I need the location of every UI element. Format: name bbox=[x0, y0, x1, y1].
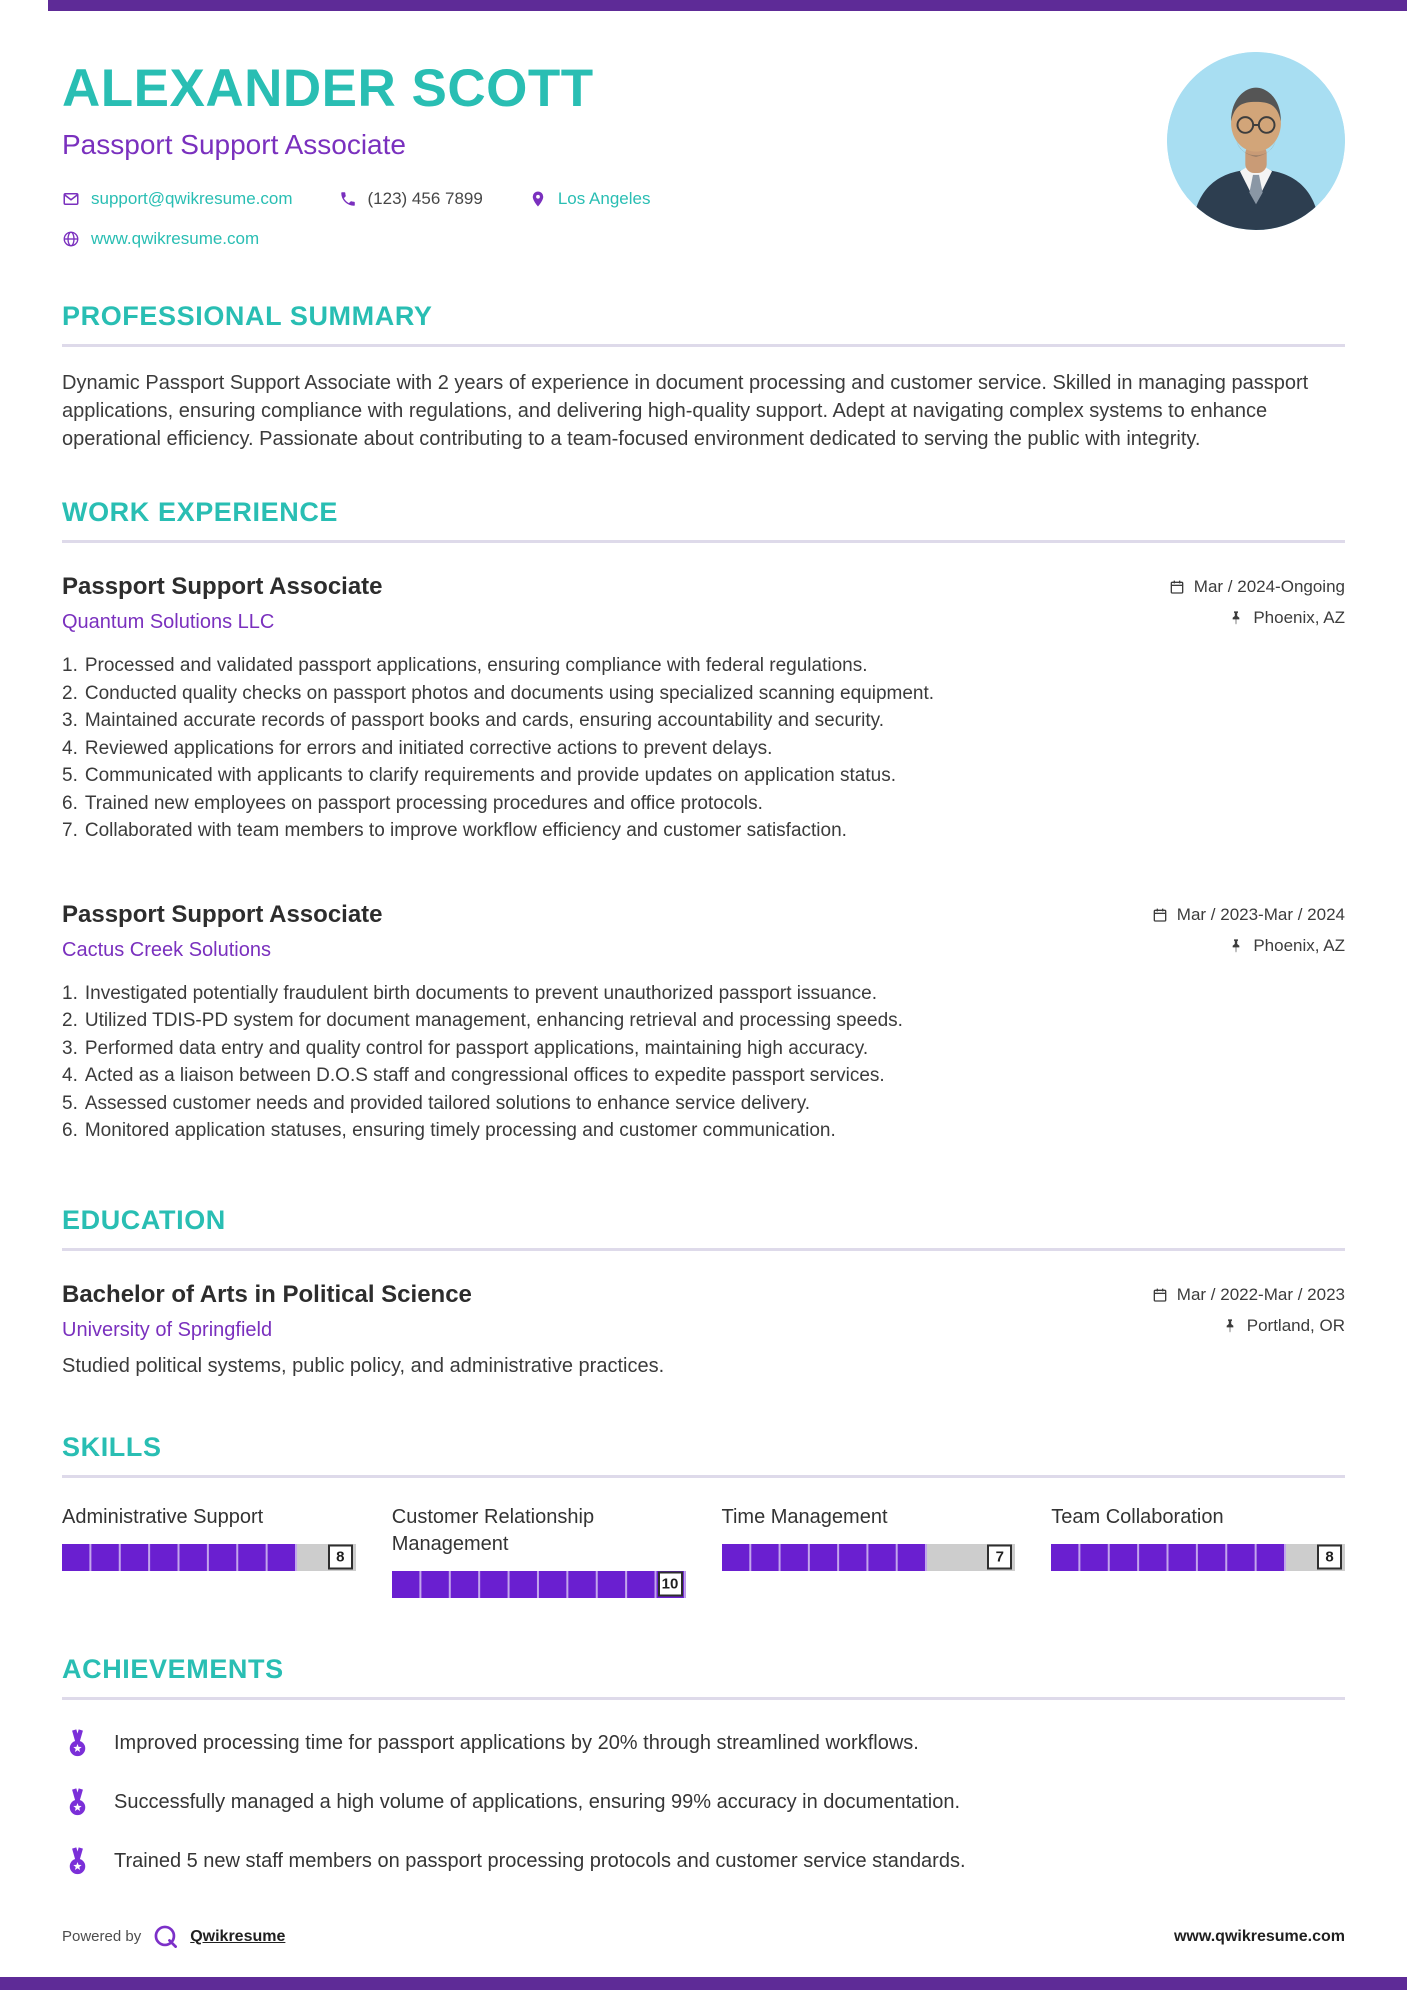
powered-by-label: Powered by bbox=[62, 1928, 142, 1945]
contact-phone bbox=[339, 189, 483, 209]
pushpin-icon bbox=[1228, 610, 1244, 626]
location-text: Los Angeles bbox=[557, 189, 651, 208]
job-meta bbox=[1169, 573, 1345, 628]
candidate-name: ALEXANDER SCOTT bbox=[62, 59, 594, 118]
education-description: Studied political systems, public policy, and administrative practices. bbox=[62, 1354, 665, 1377]
bullet-item: Monitored application statuses, ensuring timely processing and customer communication. bbox=[84, 1120, 836, 1141]
bullet-item: Acted as a liaison between D.O.S staff and congressional offices to expedite passport services. bbox=[84, 1065, 885, 1086]
brand-link[interactable]: Qwikresume bbox=[190, 1927, 286, 1945]
skill-bar bbox=[62, 1544, 356, 1571]
job-bullets bbox=[62, 980, 1345, 1145]
bullet-item: Assessed customer needs and provided tailored solutions to enhance service delivery. bbox=[84, 1092, 811, 1114]
skill-fill bbox=[722, 1544, 928, 1571]
job-location: Phoenix, AZ bbox=[1253, 935, 1345, 955]
website-link[interactable]: www.qwikresume.com bbox=[91, 229, 260, 248]
achievement-item bbox=[62, 1728, 1345, 1759]
bullet-item: Investigated potentially fraudulent birth documents to prevent unauthorized passport issuance. bbox=[84, 982, 878, 1004]
bottom-accent-bar bbox=[0, 1977, 1407, 1990]
education-meta bbox=[1152, 1281, 1345, 1336]
pushpin-icon bbox=[1228, 938, 1244, 954]
education-heading: EDUCATION bbox=[62, 1205, 1345, 1251]
bullet-item: Conducted quality checks on passport photos and documents using specialized scanning equipment. bbox=[84, 682, 935, 704]
job-title-block bbox=[62, 901, 383, 962]
medal-icon bbox=[62, 1787, 93, 1818]
section-professional-summary bbox=[62, 301, 1345, 453]
job-header bbox=[62, 573, 1345, 634]
job-dates-row bbox=[1152, 905, 1345, 925]
education-title-block bbox=[62, 1281, 472, 1342]
candidate-title: Passport Support Associate bbox=[62, 129, 406, 160]
contact-email bbox=[62, 189, 293, 209]
skill-name: Team Collaboration bbox=[1051, 1505, 1224, 1528]
achievement-item bbox=[62, 1846, 1345, 1877]
job-dates-row bbox=[1169, 577, 1345, 597]
section-skills bbox=[62, 1432, 1345, 1598]
phone-text: (123) 456 7899 bbox=[367, 189, 483, 208]
education-entry bbox=[62, 1281, 1345, 1378]
footer-website-link[interactable]: www.qwikresume.com bbox=[1173, 1927, 1345, 1945]
calendar-icon bbox=[1152, 1287, 1168, 1303]
bullet-item: Communicated with applicants to clarify requirements and provide updates on application status. bbox=[84, 765, 896, 786]
skill-item bbox=[392, 1504, 686, 1598]
job-dates: Mar / 2023-Mar / 2024 bbox=[1176, 904, 1345, 924]
email-link[interactable]: support@qwikresume.com bbox=[91, 189, 293, 208]
education-dates: Mar / 2022-Mar / 2023 bbox=[1176, 1284, 1345, 1304]
school-name: University of Springfield bbox=[62, 1318, 273, 1341]
powered-by bbox=[62, 1923, 285, 1950]
skill-value-badge: 8 bbox=[1317, 1545, 1342, 1570]
contact-location bbox=[529, 189, 651, 209]
footer bbox=[62, 1923, 1345, 1950]
header bbox=[62, 58, 1345, 249]
medal-icon bbox=[62, 1846, 93, 1877]
company-name: Quantum Solutions LLC bbox=[62, 611, 275, 633]
job-title: Passport Support Associate bbox=[62, 573, 383, 600]
calendar-icon bbox=[1152, 907, 1168, 923]
calendar-icon bbox=[1169, 579, 1185, 595]
skills-grid bbox=[62, 1504, 1345, 1598]
medal-icon bbox=[62, 1728, 93, 1759]
skills-heading: SKILLS bbox=[62, 1432, 1345, 1478]
skill-fill bbox=[62, 1544, 297, 1571]
job-title: Passport Support Associate bbox=[62, 900, 383, 928]
education-location-row bbox=[1152, 1316, 1345, 1336]
job-header bbox=[62, 901, 1345, 962]
skill-value-badge: 10 bbox=[658, 1572, 683, 1597]
bullet-item: Trained new employees on passport processing procedures and office protocols. bbox=[84, 792, 763, 814]
achievement-item bbox=[62, 1787, 1345, 1818]
skill-item bbox=[1051, 1504, 1345, 1598]
section-work-experience bbox=[62, 497, 1345, 1145]
achievement-text: Trained 5 new staff members on passport processing protocols and customer service standards. bbox=[114, 1849, 966, 1872]
contact-row-1 bbox=[62, 189, 1115, 209]
skill-bar bbox=[722, 1544, 1016, 1571]
company-name: Cactus Creek Solutions bbox=[62, 938, 271, 961]
bullet-item: Maintained accurate records of passport books and cards, ensuring accountability and security. bbox=[84, 710, 885, 731]
education-header bbox=[62, 1281, 1345, 1342]
skill-fill bbox=[1051, 1544, 1286, 1571]
skill-value-badge: 8 bbox=[328, 1545, 353, 1570]
skill-name: Customer Relationship Management bbox=[391, 1505, 595, 1555]
job-bullets bbox=[62, 652, 1345, 845]
skill-name: Time Management bbox=[721, 1505, 888, 1528]
summary-text: Dynamic Passport Support Associate with 2 years of experience in document processing and customer service. Skilled in managing passport applications, ensuring compliance with regulations, and delivering high-quality support. Adept at navigating complex systems to enhance operational efficiency. Passionate about contributing to a team-focused environment dedicated to serving the public with integrity. bbox=[62, 372, 1309, 450]
achievement-text: Successfully managed a high volume of applications, ensuring 99% accuracy in documentation. bbox=[114, 1790, 961, 1813]
bullet-item: Utilized TDIS-PD system for document management, enhancing retrieval and processing speeds. bbox=[84, 1010, 903, 1031]
bullet-item: Reviewed applications for errors and initiated corrective actions to prevent delays. bbox=[84, 737, 773, 759]
skill-item bbox=[722, 1504, 1016, 1598]
contact-row-2 bbox=[62, 229, 1115, 249]
skill-name: Administrative Support bbox=[62, 1505, 264, 1528]
job-location-row bbox=[1169, 608, 1345, 628]
contact-website bbox=[62, 229, 259, 249]
phone-icon bbox=[339, 190, 357, 208]
education-dates-row bbox=[1152, 1285, 1345, 1305]
skill-item bbox=[62, 1504, 356, 1598]
bullet-item: Performed data entry and quality control for passport applications, maintaining high accuracy. bbox=[84, 1037, 869, 1059]
skill-fill bbox=[392, 1571, 686, 1598]
bullet-item: Processed and validated passport applications, ensuring compliance with federal regulations. bbox=[84, 655, 868, 676]
profile-photo bbox=[1167, 52, 1345, 230]
globe-icon bbox=[62, 230, 80, 248]
job-location: Phoenix, AZ bbox=[1253, 608, 1345, 627]
education-location: Portland, OR bbox=[1246, 1315, 1345, 1335]
achievement-text: Improved processing time for passport applications by 20% through streamlined workflows. bbox=[114, 1731, 919, 1754]
achievements-heading: ACHIEVEMENTS bbox=[62, 1654, 1345, 1700]
job-entry-2 bbox=[62, 901, 1345, 1145]
pushpin-icon bbox=[1222, 1318, 1238, 1334]
section-education bbox=[62, 1205, 1345, 1378]
job-location-row bbox=[1152, 936, 1345, 956]
skill-bar bbox=[1051, 1544, 1345, 1571]
top-accent-bar bbox=[48, 0, 1407, 11]
email-icon bbox=[62, 190, 80, 208]
bullet-item: Collaborated with team members to improve workflow efficiency and customer satisfaction. bbox=[84, 820, 847, 841]
experience-heading: WORK EXPERIENCE bbox=[62, 497, 1345, 543]
degree-title: Bachelor of Arts in Political Science bbox=[62, 1280, 472, 1308]
qwikresume-logo-icon bbox=[152, 1923, 179, 1950]
job-entry-1 bbox=[62, 573, 1345, 845]
job-title-block bbox=[62, 573, 383, 634]
job-dates: Mar / 2024-Ongoing bbox=[1193, 577, 1345, 596]
section-achievements bbox=[62, 1654, 1345, 1877]
skill-value-badge: 7 bbox=[987, 1545, 1012, 1570]
map-pin-icon bbox=[529, 190, 547, 208]
summary-heading: PROFESSIONAL SUMMARY bbox=[62, 301, 1345, 347]
job-meta bbox=[1152, 901, 1345, 956]
skill-bar bbox=[392, 1571, 686, 1598]
